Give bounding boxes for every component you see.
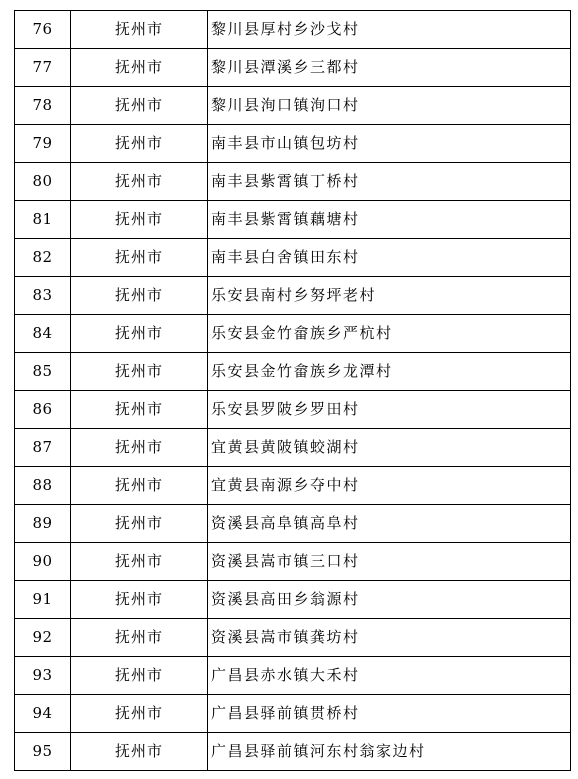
table-row [15,543,571,581]
city-cell: 抚州市 [71,353,208,391]
table-row [15,619,571,657]
city-cell: 抚州市 [71,11,208,49]
row-number-cell: 83 [15,277,71,315]
city-cell: 抚州市 [71,277,208,315]
village-cell: 南丰县白舍镇田东村 [208,239,571,277]
city-cell: 抚州市 [71,505,208,543]
table-row [15,467,571,505]
city-cell: 抚州市 [71,619,208,657]
table-row [15,505,571,543]
village-cell: 宜黄县南源乡夺中村 [208,467,571,505]
row-number-cell: 80 [15,163,71,201]
village-cell: 黎川县厚村乡沙戈村 [208,11,571,49]
city-cell: 抚州市 [71,543,208,581]
village-cell: 乐安县南村乡努坪老村 [208,277,571,315]
village-cell: 资溪县高阜镇高阜村 [208,505,571,543]
village-cell: 乐安县金竹畲族乡严杭村 [208,315,571,353]
table-row [15,391,571,429]
city-cell: 抚州市 [71,467,208,505]
village-cell: 资溪县高田乡翁源村 [208,581,571,619]
table-row [15,695,571,733]
table-row [15,125,571,163]
village-cell: 资溪县嵩市镇三口村 [208,543,571,581]
row-number-cell: 78 [15,87,71,125]
city-cell: 抚州市 [71,695,208,733]
table-row [15,657,571,695]
table-row [15,581,571,619]
city-cell: 抚州市 [71,657,208,695]
city-cell: 抚州市 [71,125,208,163]
village-cell: 广昌县赤水镇大禾村 [208,657,571,695]
row-number-cell: 76 [15,11,71,49]
row-number-cell: 90 [15,543,71,581]
row-number-cell: 81 [15,201,71,239]
row-number-cell: 93 [15,657,71,695]
village-cell: 南丰县市山镇包坊村 [208,125,571,163]
village-cell: 宜黄县黄陂镇蛟湖村 [208,429,571,467]
table-row [15,163,571,201]
row-number-cell: 84 [15,315,71,353]
table-row [15,733,571,771]
row-number-cell: 91 [15,581,71,619]
city-cell: 抚州市 [71,429,208,467]
row-number-cell: 95 [15,733,71,771]
table-body [15,11,571,771]
row-number-cell: 88 [15,467,71,505]
table-row [15,353,571,391]
table-row [15,11,571,49]
village-cell: 南丰县紫霄镇藕塘村 [208,201,571,239]
village-cell: 广昌县驿前镇河东村翁家边村 [208,733,571,771]
village-cell: 资溪县嵩市镇龚坊村 [208,619,571,657]
table-row [15,239,571,277]
table-row [15,87,571,125]
row-number-cell: 86 [15,391,71,429]
table-row [15,429,571,467]
row-number-cell: 79 [15,125,71,163]
city-cell: 抚州市 [71,733,208,771]
table-row [15,277,571,315]
row-number-cell: 82 [15,239,71,277]
city-cell: 抚州市 [71,239,208,277]
row-number-cell: 77 [15,49,71,87]
row-number-cell: 89 [15,505,71,543]
city-cell: 抚州市 [71,581,208,619]
village-cell: 乐安县金竹畲族乡龙潭村 [208,353,571,391]
row-number-cell: 87 [15,429,71,467]
city-cell: 抚州市 [71,391,208,429]
table-row [15,201,571,239]
city-cell: 抚州市 [71,201,208,239]
village-list-table [14,10,571,771]
village-cell: 乐安县罗陂乡罗田村 [208,391,571,429]
city-cell: 抚州市 [71,49,208,87]
table-row [15,49,571,87]
city-cell: 抚州市 [71,315,208,353]
village-cell: 黎川县潭溪乡三都村 [208,49,571,87]
table-row [15,315,571,353]
row-number-cell: 92 [15,619,71,657]
row-number-cell: 85 [15,353,71,391]
row-number-cell: 94 [15,695,71,733]
village-cell: 黎川县洵口镇洵口村 [208,87,571,125]
village-cell: 广昌县驿前镇贯桥村 [208,695,571,733]
village-cell: 南丰县紫霄镇丁桥村 [208,163,571,201]
city-cell: 抚州市 [71,163,208,201]
city-cell: 抚州市 [71,87,208,125]
